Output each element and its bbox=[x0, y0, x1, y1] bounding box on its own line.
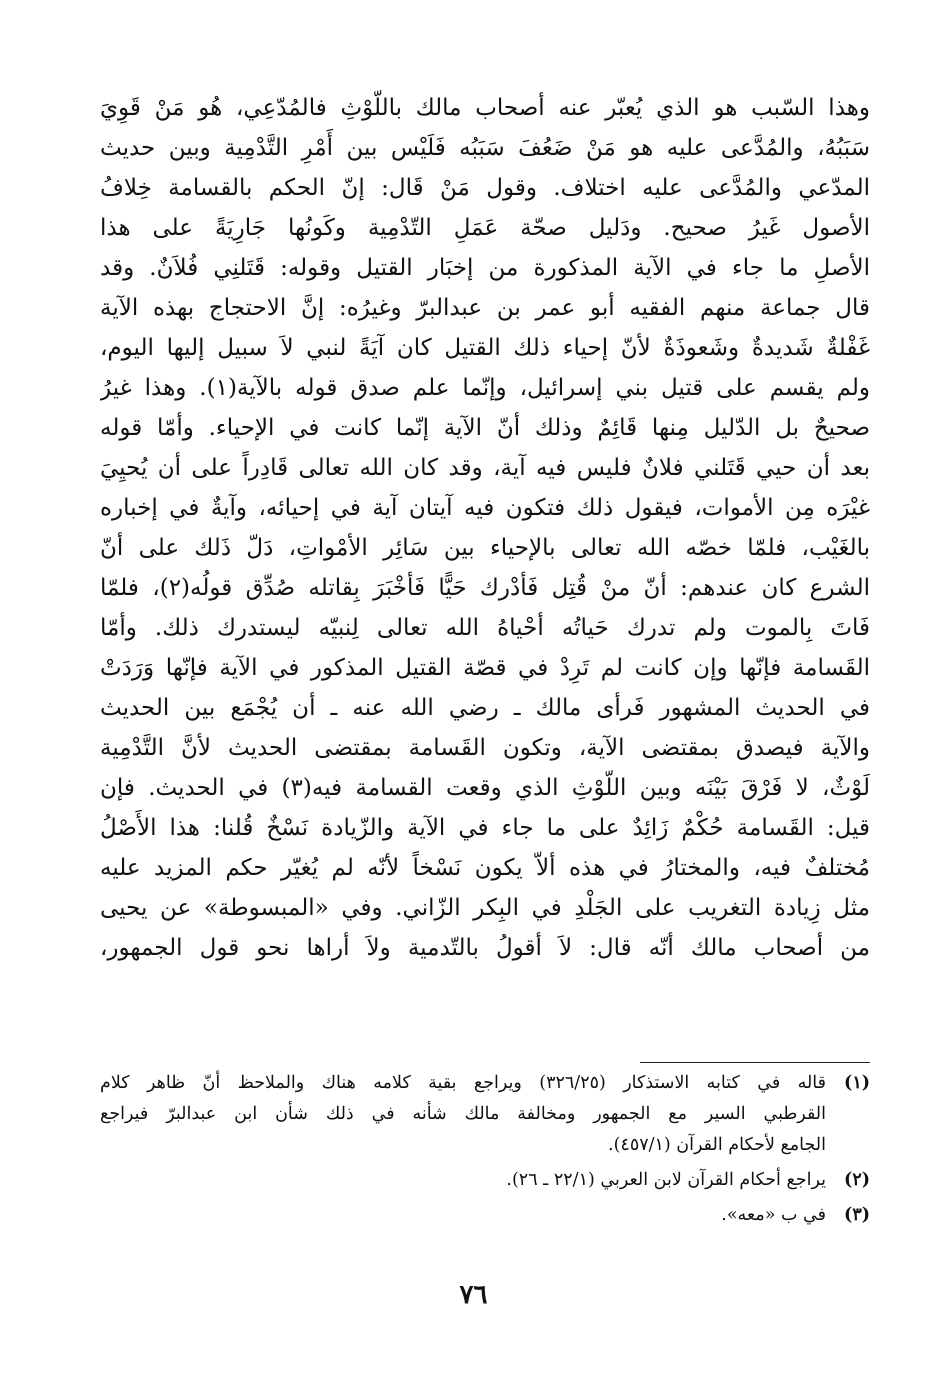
page-number: ٧٦ bbox=[459, 1280, 488, 1310]
text-line: فَاتَ بِالموت ولم تدرك حَياتُه أحْياهُ الله تعالى لِنبيّه ليستدرك ذلك. وأمّا bbox=[100, 615, 870, 641]
footnote-number: (١) bbox=[844, 1073, 870, 1093]
footnote bbox=[100, 1165, 870, 1196]
footnote-line: الجامع لأحكام القرآن (٤٥٧/١). bbox=[608, 1135, 826, 1155]
footnote-line: يراجع أحكام القرآن لابن العربي (٢٢/١ ـ ٢٦). bbox=[506, 1170, 826, 1190]
footnote bbox=[100, 1068, 870, 1161]
text-line: الأصول غَيرُ صحيح. ودَليل صحّة عَمَلِ التّدْمِية وكَونُها جَارِيَةً على هذا bbox=[100, 215, 870, 241]
text-line: بالغَيْب، فلمّا خصّه الله تعالى بالإحياء بين سَائِر الأمْواتِ، دَلّ ذَلك على أنّ bbox=[100, 535, 870, 561]
text-line: الأصلِ ما جاء في الآية المذكورة من إخبَار القتيل وقوله: قَتَلنِي فُلاَنٌ. وقد bbox=[100, 255, 870, 281]
text-line: الشرع كان عندهم: أنّ منْ قُتِل فَأدْرك حَيًّا فَأخْبَرَ بِقاتله صُدِّق قولُه(٢)، فلمّا bbox=[100, 575, 870, 601]
footnotes-block bbox=[100, 1068, 870, 1235]
footnote-number: (٢) bbox=[844, 1170, 870, 1190]
text-line: مثل زِيادة التغريب على الجَلْدِ في البِكر الزّاني. وفي «المبسوطة» عن يحيى bbox=[100, 895, 870, 921]
text-line: في الحديث المشهور فَرأى مالك ـ رضي الله عنه ـ أن يُجْمَع بين الحديث bbox=[100, 695, 870, 721]
footnote-number: (٣) bbox=[844, 1205, 870, 1225]
main-text-block bbox=[100, 88, 870, 968]
footnote-line: في ب «معه». bbox=[721, 1205, 826, 1225]
text-line: من أصحاب مالك أنّه قال: لاَ أقولُ بالتّدمية ولاَ أراها نحو قول الجمهور، bbox=[100, 935, 870, 961]
footnote-body bbox=[100, 1200, 826, 1231]
text-line: قال جماعة منهم الفقيه أبو عمر بن عبدالبرّ وغيرُه: إنَّ الاحتجاج بهذه الآية bbox=[100, 295, 870, 321]
text-line: صحيحٌ بل الدّليل مِنها قَائِمٌ وذلك أنّ الآية إنّما كانت في الإحياء. وأمّا قوله bbox=[100, 415, 870, 441]
footnote-body bbox=[100, 1068, 826, 1161]
footnote-body bbox=[100, 1165, 826, 1196]
text-line: سَبَبُهُ، والمُدَّعى عليه هو مَنْ ضَعُفَ سَبَبُه فَلَيْس بين أَمْرِ التَّدْمِية وبين حديث bbox=[100, 135, 870, 161]
text-line: غيْرَه مِن الأموات، فيقول ذلك فتكون فيه آيتان آية في إحيائه، وآيةٌ في إخباره bbox=[100, 495, 870, 521]
text-line: والآية فيصدق بمقتضى الآية، وتكون القَسامة بمقتضى الحديث لأنَّ التَّدْمِية bbox=[100, 735, 870, 761]
footnote bbox=[100, 1200, 870, 1231]
text-line: ولم يقسم على قتيل بني إسرائيل، وإنّما علم صدق قوله بالآية(١). وهذا غيرُ bbox=[100, 375, 870, 401]
footnote-divider bbox=[640, 1062, 870, 1063]
text-line: وهذا السّبب هو الذي يُعبّر عنه أصحاب مالك باللّوْثِ فالمُدّعِي، هُو مَنْ قَوِيَ bbox=[100, 95, 870, 121]
text-line: القَسامة فإنّها وإن كانت لم تَرِدْ في قصّة القتيل المذكور في الآية فإنّها وَرَدَتْ bbox=[100, 655, 870, 681]
text-line: لَوْثٌ، لا فَرْقَ بَيْنَه وبين اللّوْثِ الذي وقعت القسامة فيه(٣) في الحديث. فإن bbox=[100, 775, 870, 801]
text-line: بعد أن حيي قَتَلني فلانٌ فليس فيه آية، وقد كان الله تعالى قَادِراً على أن يُحيِيَ bbox=[100, 455, 870, 481]
text-line: المدّعي والمُدَّعى عليه اختلاف. وقول مَنْ قَال: إنّ الحكم بالقسامة خِلافُ bbox=[100, 175, 870, 201]
footnote-line: القرطبي السير مع الجمهور ومخالفة مالك شأنه في ذلك شأن ابن عبدالبرّ فيراجع bbox=[100, 1104, 826, 1124]
text-line: قيل: القَسامة حُكْمٌ زَائِدٌ على ما جاء في الآية والزّيادة نَسْخٌ قُلنا: هذا الأَصْلُ bbox=[100, 815, 870, 841]
footnote-line: قاله في كتابه الاستذكار (٣٢٦/٢٥) ويراجع بقية كلامه هناك والملاحظ أنّ ظاهر كلام bbox=[100, 1073, 826, 1093]
text-line: غَفْلةٌ شَديدةٌ وشَعوذَةٌ لأنّ إحياء ذلك القتيل كان آيَةً لنبي لاَ سبيل إليها اليوم، bbox=[100, 335, 870, 361]
text-line: مُختلفٌ فيه، والمختارُ في هذه ألاّ يكون نَسْخاً لأنّه لم يُغيّر حكم المزيد عليه bbox=[100, 855, 870, 881]
